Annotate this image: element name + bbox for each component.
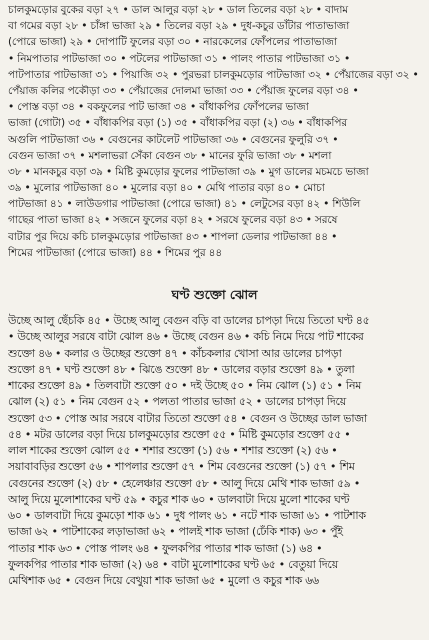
index-line: শিমের পাটভাজা (পোরে ভাজা) ৪৪ • শিমের পুর ৪৪: [8, 246, 223, 259]
index-line: গাছের পাতা ভাজা ৪২ • সজনে ফুলের বড়া ৪২ • সরষে ফুলের বড়া ৪৩ • সরষে: [8, 214, 338, 227]
index-line: অগুলি পাটভাজা ৩৬ • বেগুনের কাটলেট পাটভাজা ৩৬ • বেগুনের ফুলুরি ৩৭ •: [8, 133, 339, 146]
index-line: ৩৮ • মানকচুর বড়া ৩৯ • মিষ্টি কুমড়োর ফুলের পাটভাজা ৩৯ • মুগ ডালের মচমচে ভাজা: [8, 165, 369, 178]
index-line: লাল শাকের শুক্তো ঝোল ৫৫ • শশার শুক্তো (১) ৫৬ • শশার শুক্তো (২) ৫৬ •: [8, 444, 338, 457]
index-line: (পোরে ভাজা) ২৯ • দোপাটি ফুলের বড়া ৩০ • নারকেলের ফোঁপলের পাতাভাজা: [8, 36, 337, 49]
index-line: বাটার পুর দিয়ে কচি চালকুমড়োর পাটভাজা ৪৩ • শাপলা ডেলার পাটভাজা ৪৪ •: [8, 230, 338, 243]
index-line: পাটপাতার পাটভাজা ৩১ • পিয়াজি ৩২ • পুরভরা চালকুমড়োর পাটভাজা ৩২ • পেঁয়াজের বড়া ৩২ •: [8, 68, 419, 81]
index-line: পাটভাজা ৪১ • লাউডগার পাটভাজা (পোরে ভাজা) ৪১ • লেটুসের বড়া ৪২ • শিউলি: [8, 198, 361, 211]
index-line: ৬০ • ডালবাটা দিয়ে কুমড়ো শাক ৬১ • দুধ পালং ৬১ • নটে শাক ভাজা ৬১ • পাটশাক: [8, 509, 366, 522]
index-line: সয়াবাবড়ির শুক্তো ৫৬ • শাপলার শুক্তো ৫৭ • শিম বেগুনের শুক্তো (১) ৫৭ • শিম: [8, 460, 355, 474]
index-line: পাতার শাক ৬৩ • পোস্ত পালং ৬৪ • ফুলকপির পাতার শাক ভাজা (১) ৬৪ •: [8, 541, 323, 555]
index-line: পেঁয়াজ কলির পকৌড়া ৩৩ • পেঁয়াজের দোলমা ভাজা ৩৩ • পেঁয়াজ ফুলের বড়া ৩৪ •: [8, 84, 359, 97]
index-line: বা গমের বড়া ২৮ • চাঁঙ্গা ভাজা ২৯ • তিলের বড়া ২৯ • দুধ-কচুর ডাঁটার পাতাভাজা: [8, 20, 350, 33]
index-line: আলু দিয়ে মুলোশাকের ঘণ্ট ৫৯ • কচুর শাক ৬০ • ডালবাটা দিয়ে মুলো শাকের ঘণ্ট: [8, 492, 350, 506]
index-line: চালকুমড়োর বুকের বড়া ২৭ • ডাল আলুর বড়া ২৮ • ডাল তিলের বড়া ২৮ • বাদাম: [8, 4, 348, 16]
index-line: ফুলকপির পাতার শাক ভাজা (২) ৬৪ • বাটা মুলোশাকের ঘণ্ট ৬৫ • বেতুয়া দিয়ে: [8, 557, 338, 571]
index-line: শুক্তো ৪৬ • কলার ও উচ্ছের শুক্তো ৪৭ • কাঁচকলার খোসা আর ডালের চাপড়া: [8, 346, 342, 360]
index-line: বেগুন ভাজা ৩৭ • মশলাভরা সেঁকা বেগুন ৩৮ • মানের ফুরি ভাজা ৩৮ • মশলা: [8, 149, 332, 162]
index-line: শুক্তো ৫৩ • পোস্ত আর সরষে বাটার তিতো শুক্তো ৫৪ • বেগুন ও উচ্ছের ডাল ভাজা: [8, 411, 367, 425]
index-line: ঝোল (২) ৫১ • নিম বেগুন ৫২ • পলতা পাতার ভাজা ৫২ • ডালের চাপড়া দিয়ে: [8, 395, 346, 409]
index-line: • উচ্ছে আলুর সরষে বাটা ঝোল ৪৬ • উচ্ছে বেগুন ৪৬ • কচি নিমে দিয়ে পাট শাকের: [8, 330, 364, 344]
recipe-index-bottom: [8, 313, 423, 638]
index-line: • নিমপাতার পাটভাজা ৩০ • পটলের পাটভাজা ৩১ • পালং পাতার পাটভাজা ৩১ •: [8, 52, 351, 65]
index-line: ৫৪ • মটর ডালের বড়া দিয়ে চালকুমড়োর শুক্তো ৫৫ • মিষ্টি কুমড়োর শুক্তো ৫৫ •: [8, 427, 351, 441]
index-line: ভাজা ৬২ • পাটশাকের লড়াভাজা ৬২ • পালই শাক ভাজা (ঢেঁকি শাক) ৬৩ • পুঁই: [8, 525, 343, 539]
index-line: • পোস্ত বড়া ৩৪ • বকফুলের পাট ভাজা ৩৪ • বাঁধাকপির ফোঁপলের ভাজা: [8, 101, 309, 114]
index-line: শুক্তো ৪৭ • ঘণ্ট শুক্তো ৪৮ • ঝিঙে শুক্তো ৪৮ • ডালের বড়ার শুক্তো ৪৯ • তুলা: [8, 362, 355, 376]
index-line: ভাজা (গোটা) ৩৫ • বাঁধাকপির বড়া (১) ৩৫ • বাঁধাকপির বড়া (২) ৩৬ • বাঁধাকপির: [8, 117, 348, 130]
section-title: ঘণ্ট শুক্তো ঝোল: [171, 287, 258, 302]
index-line: মেথিশাক ৬৫ • বেগুন দিয়ে বেথুয়া শাক ভাজা ৬৫ • মুলো ও কচুর শাক ৬৬: [8, 574, 319, 587]
index-line: উচ্ছে আলু ছেঁচকি ৪৫ • উচ্ছে আলু বেগুন বড়ি বা ডালের চাপড়া দিয়ে তিতো ঘণ্ট ৪৫: [8, 314, 370, 327]
index-line: শাকের শুক্তো ৪৯ • তিলবাটা শুক্তো ৫০ • দই উচ্ছে ৫০ • নিম ঝোল (১) ৫১ • নিম: [8, 379, 362, 392]
index-line: ৩৯ • মুলোর পাটভাজা ৪০ • মুলোর বড়া ৪০ • মেথি পাতার বড়া ৪০ • মোচা: [8, 182, 325, 195]
recipe-index-top: [8, 2, 423, 277]
index-line: বেগুনের শুক্তো (২) ৫৮ • হেলেঞ্চার শুক্তো ৫৮ • আলু দিয়ে মেথি শাক ভাজা ৫৯ •: [8, 476, 360, 490]
